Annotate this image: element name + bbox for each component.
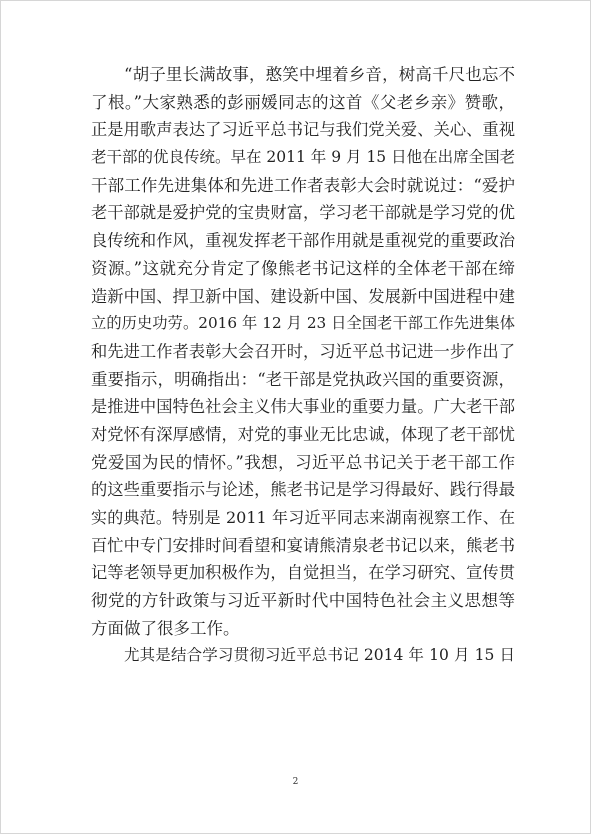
text-line: 老干部的优良传统。早在 2011 年 9 月 15 日他在出席全国老 <box>91 148 516 167</box>
text-line: 造新中国、捍卫新中国、建设新中国、发展新中国进程中建 <box>91 286 515 306</box>
text-line: 资源。”这就充分肯定了像熊老书记这样的全体老干部在缔 <box>91 258 515 278</box>
text-line: 是推进中国特色社会主义伟大事业的重要力量。广大老干部 <box>91 397 515 417</box>
text-line: “胡子里长满故事，憨笑中埋着乡音，树高千尺也忘不 <box>124 65 515 84</box>
text-line: 和先进工作者表彰大会召开时，习近平总书记进一步作出了 <box>91 341 515 361</box>
text-line: 干部工作先进集体和先进工作者表彰大会时就说过：“爱护 <box>91 175 515 195</box>
text-line: 良传统和作风，重视发挥老干部作用就是重视党的重要政治 <box>91 231 515 251</box>
text-line: 重要指示，明确指出：“老干部是党执政兴国的重要资源， <box>91 369 515 389</box>
body-text <box>91 61 515 670</box>
text-line: 老干部就是爱护党的宝贵财富，学习老干部就是学习党的优 <box>91 203 515 223</box>
text-line: 立的历史功劳。2016 年 12 月 23 日全国老干部工作先进集体 <box>91 314 515 333</box>
text-line: 记等老领导更加积极作为，自觉担当，在学习研究、宣传贯 <box>91 563 515 583</box>
text-line: 方面做了很多工作。 <box>91 618 240 638</box>
text-line: 的这些重要指示与论述，熊老书记是学习得最好、践行得最 <box>91 480 515 500</box>
page-number: 2 <box>292 777 299 787</box>
text-line: 党爱国为民的情怀。”我想，习近平总书记关于老干部工作 <box>91 452 515 472</box>
text-line: 正是用歌声表达了习近平总书记与我们党关爱、关心、重视 <box>91 120 515 140</box>
text-line: 实的典范。特别是 2011 年习近平同志来湖南视察工作、在 <box>91 508 515 527</box>
text-line: 百忙中专门安排时间看望和宴请熊清泉老书记以来，熊老书 <box>91 535 515 555</box>
text-line: 了根。”大家熟悉的彭丽媛同志的这首《父老乡亲》赞歌， <box>91 92 515 112</box>
text-line: 对党怀有深厚感情，对党的事业无比忠诚，体现了老干部忧 <box>91 424 515 444</box>
text-line: 尤其是结合学习贯彻习近平总书记 2014 年 10 月 15 日 <box>124 646 515 665</box>
text-line: 彻党的方针政策与习近平新时代中国特色社会主义思想等 <box>91 591 515 611</box>
